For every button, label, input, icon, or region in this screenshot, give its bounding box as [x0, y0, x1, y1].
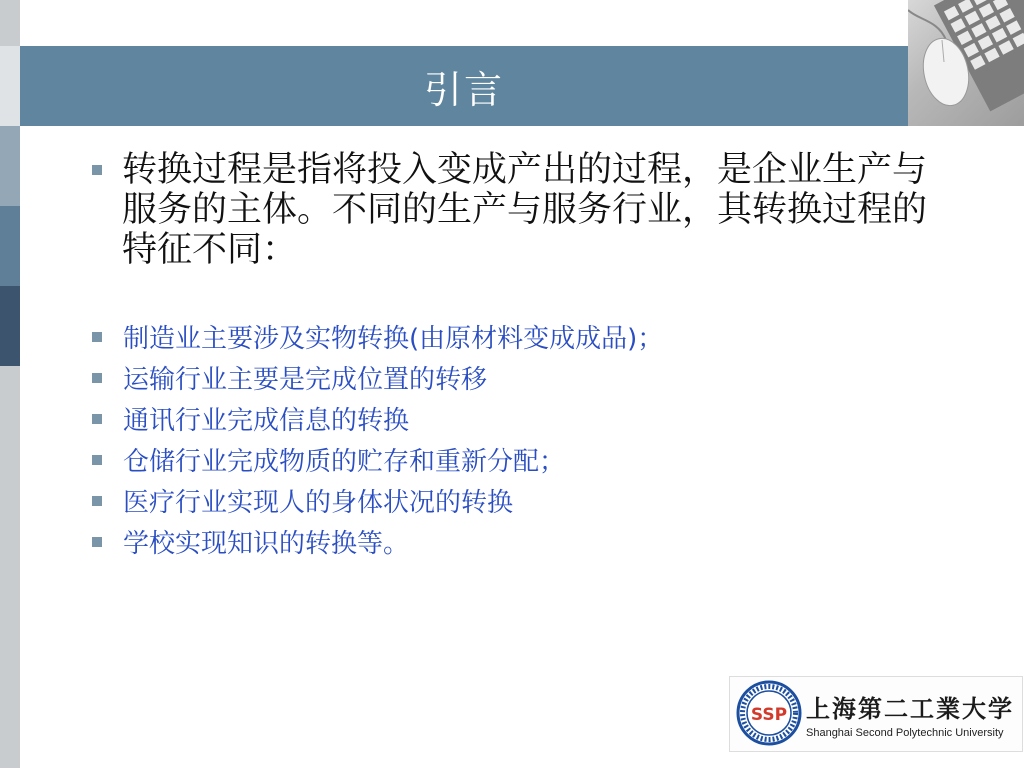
slide-title: 引言	[423, 67, 504, 112]
square-bullet-icon	[92, 165, 102, 175]
side-bar-block	[0, 206, 20, 286]
square-bullet-icon	[92, 373, 102, 383]
sub-point-text: 通讯行业完成信息的转换	[123, 406, 410, 436]
sub-point-text: 仓储行业完成物质的贮存和重新分配；	[123, 447, 566, 477]
sub-point-text: 制造业主要涉及实物转换(由原材料变成成品)；	[123, 324, 664, 354]
slide-content	[92, 150, 972, 562]
side-bar-block	[0, 0, 20, 46]
list-item	[92, 521, 972, 562]
university-name-cn: 上海第二工業大学	[806, 694, 1014, 723]
side-bar-block	[0, 46, 20, 126]
square-bullet-icon	[92, 455, 102, 465]
keyboard-mouse-image	[908, 0, 1024, 126]
title-bar	[20, 46, 908, 126]
list-item	[92, 398, 972, 439]
square-bullet-icon	[92, 414, 102, 424]
list-item	[92, 439, 972, 480]
university-name-en: Shanghai Second Polytechnic University	[806, 727, 1004, 739]
list-item	[92, 357, 972, 398]
sub-point-text: 学校实现知识的转换等。	[123, 529, 410, 559]
university-logo	[729, 676, 1023, 752]
sub-point-text: 医疗行业实现人的身体状况的转换	[123, 488, 514, 518]
main-bullet-item	[92, 150, 972, 270]
seal-text: SSP	[750, 705, 788, 725]
side-bar-block	[0, 286, 20, 366]
main-point-text: 转换过程是指将投入变成产出的过程，是企业生产与服务的主体。不同的生产与服务行业，其转换过程的特征不同：	[122, 150, 928, 270]
university-seal-icon	[736, 680, 802, 746]
list-item	[92, 480, 972, 521]
sub-point-text: 运输行业主要是完成位置的转移	[123, 365, 488, 395]
square-bullet-icon	[92, 332, 102, 342]
sub-point-list	[92, 316, 972, 562]
square-bullet-icon	[92, 537, 102, 547]
side-bar-block	[0, 366, 20, 768]
square-bullet-icon	[92, 496, 102, 506]
list-item	[92, 316, 972, 357]
side-bar-block	[0, 126, 20, 206]
